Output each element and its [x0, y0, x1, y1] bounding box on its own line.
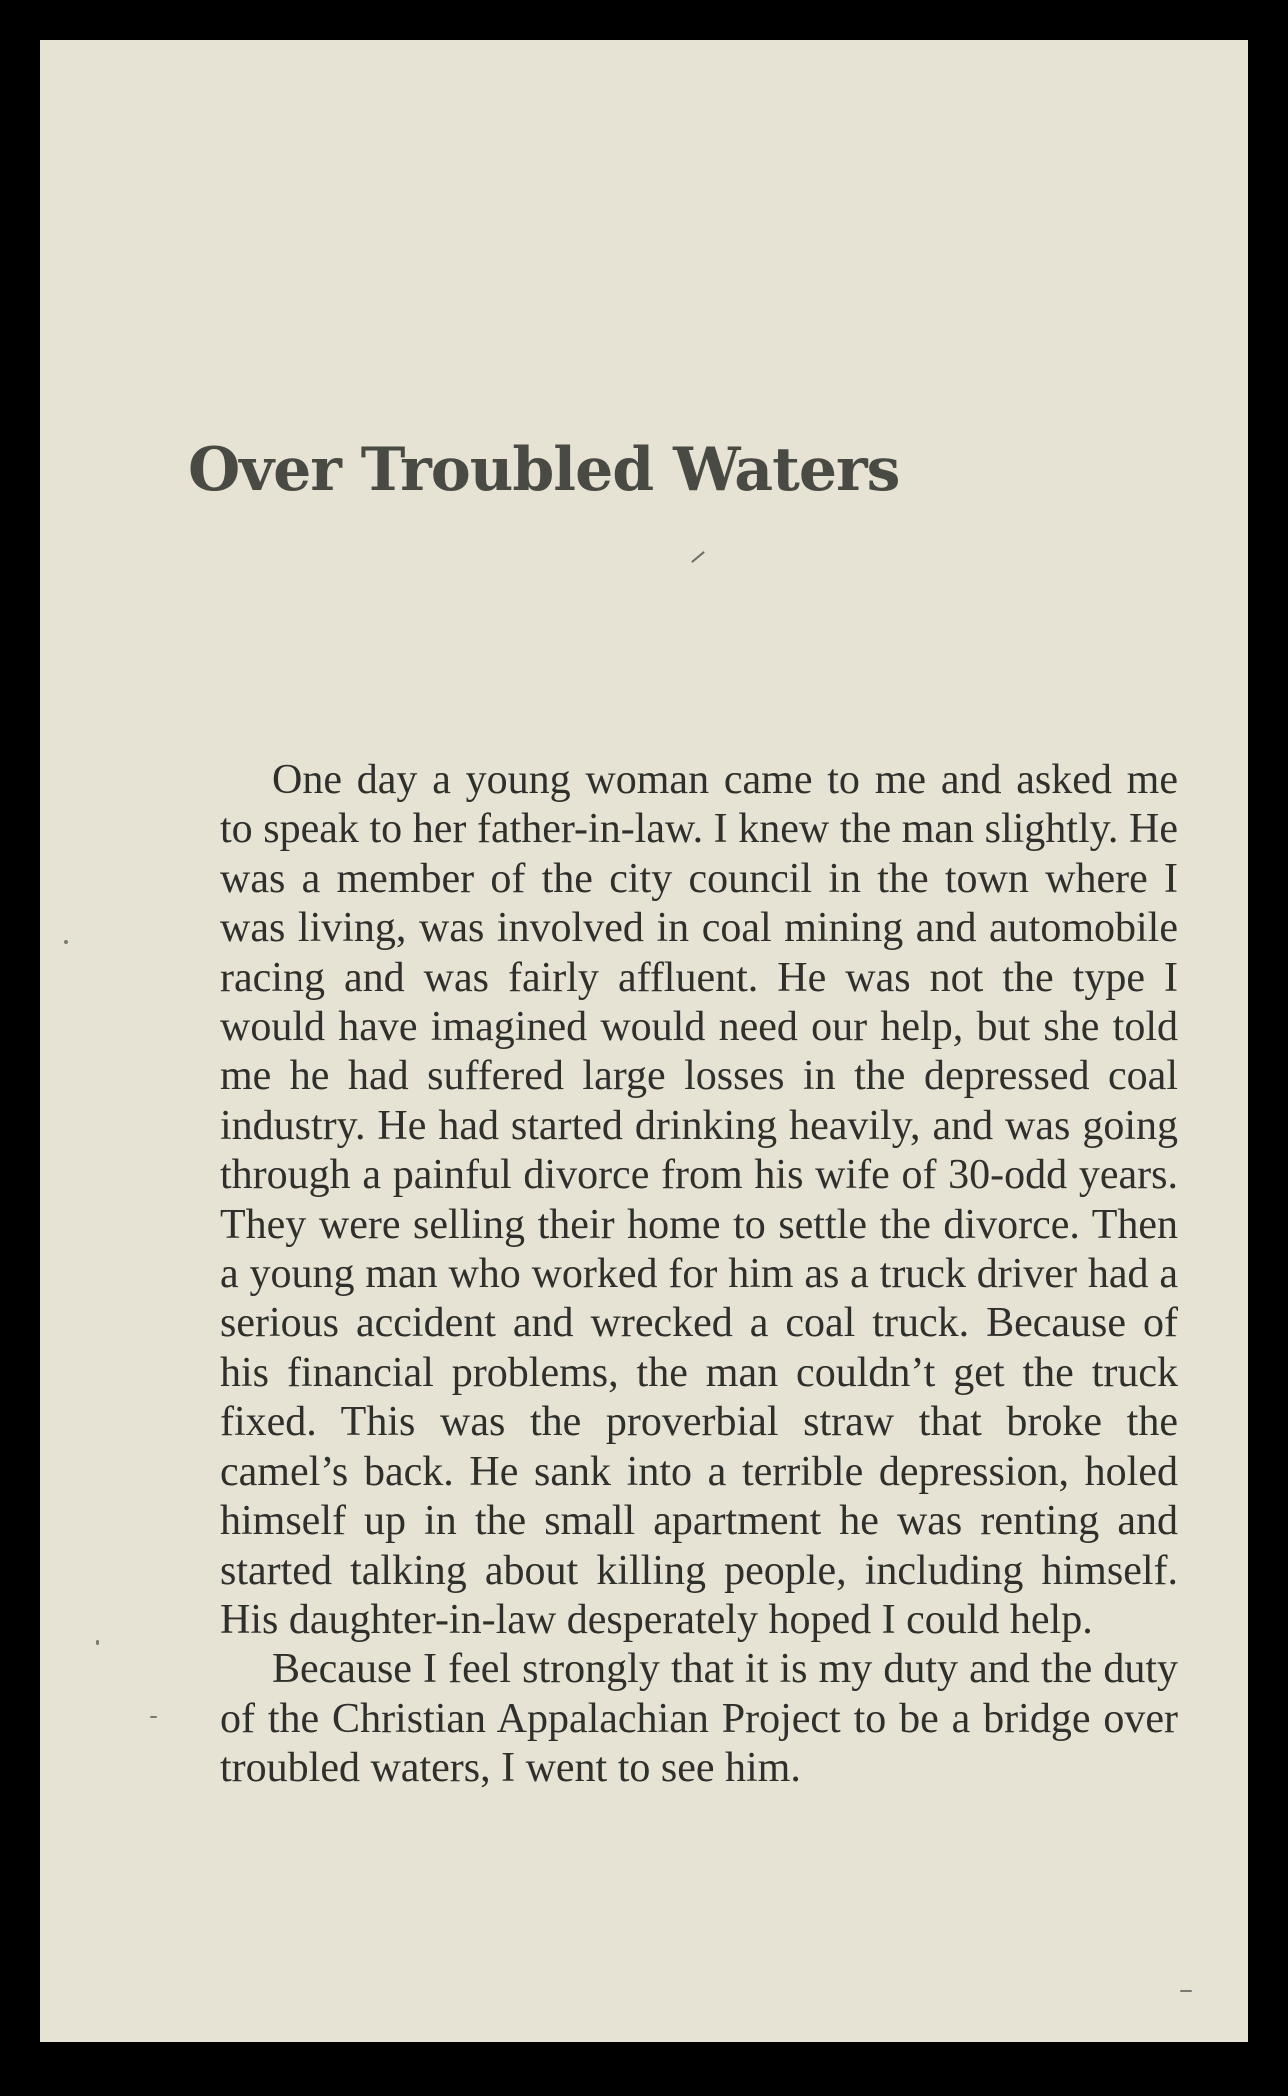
paper-speck	[64, 940, 68, 944]
paper-speck	[1180, 1990, 1192, 1992]
paragraph-1: One day a young woman came to me and asked me to speak to her father-in-law. I knew the man slightly. He was a member of the city council in the town where I was living, was involved in coal mining and automobile racing and was fairly affluent. He was not the type I would have imagined would need our help, but she told me he had suffered large losses in the depressed coal industry. He had started drinking heavily, and was going through a painful divorce from his wife of 30-odd years. They were selling their home to settle the divorce. Then a young man who worked for him as a truck driver had a serious accident and wrecked a coal truck. Because of his financial problems, the man couldn’t get the truck fixed. This was the proverbial straw that broke the camel’s back. He sank into a terrible depression, holed himself up in the small apartment he was renting and started talking about killing people, including himself. His daughter-in-law desperately hoped I could help.	[220, 757, 1178, 1643]
paragraph-2: Because I feel strongly that it is my duty and the duty of the Christian Appalachian Project to be a bridge over troubled waters, I went to see him.	[220, 1646, 1178, 1792]
page-title: Over Troubled Waters	[188, 435, 900, 505]
body-text	[220, 756, 1178, 1794]
pen-tick-mark	[691, 551, 705, 563]
book-page	[40, 40, 1248, 2042]
paper-speck	[96, 1640, 99, 1645]
paper-speck	[150, 1716, 157, 1718]
